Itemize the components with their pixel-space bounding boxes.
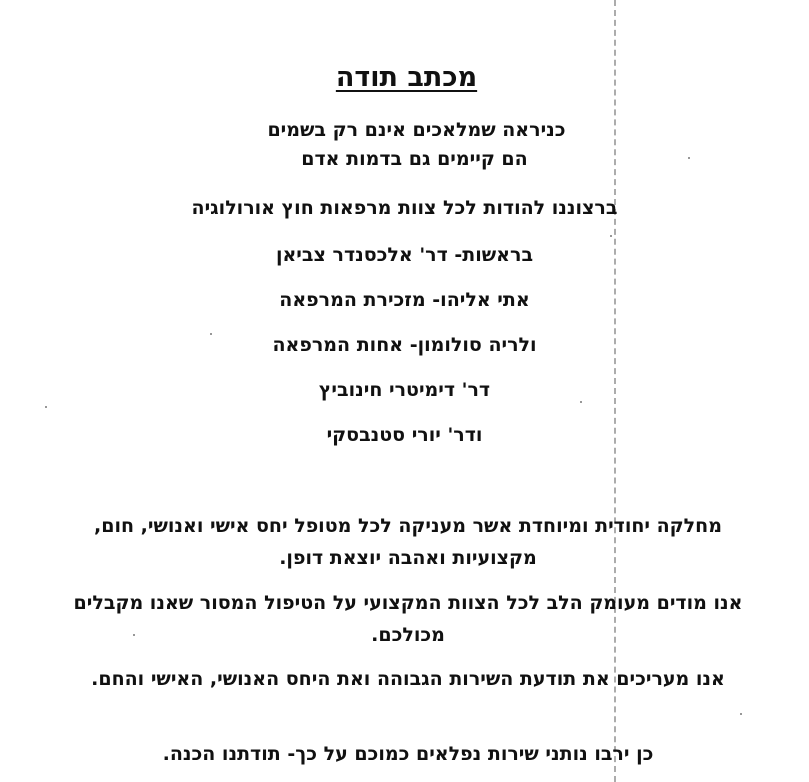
staff-member-5: ודר' יורי סטנבסקי — [326, 424, 483, 446]
scan-speck — [740, 713, 742, 715]
scan-speck — [610, 235, 612, 237]
letter-title: מכתב תודה — [335, 62, 478, 93]
staff-member-4: דר' דימיטרי חינוביץ — [318, 379, 491, 401]
opening-line-1: כניראה שמלאכים אינם רק בשמים — [267, 119, 566, 141]
paragraph-1: מחלקה יחודית ומיוחדת אשר מעניקה לכל מטופל יחס אישי ואנושי, חום, מקצועיות ואהבה יוצאת דופן. — [94, 515, 722, 569]
paragraph-4: כן ירבו נותני שירות נפלאים כמוכם על כך- תודתנו הכנה. — [162, 743, 654, 765]
thanks-intro: ברצוננו להודות לכל צוות מרפאות חוץ אורולוגיה — [191, 197, 618, 219]
staff-member-2: אתי אליהו- מזכירת המרפאה — [279, 289, 530, 311]
scan-speck — [45, 406, 47, 408]
staff-member-3: ולריה סולומון- אחות המרפאה — [272, 334, 537, 356]
opening-line-2: הם קיימים גם בדמות אדם — [301, 148, 528, 170]
paragraph-2: אנו מודים מעומק הלב לכל הצוות המקצועי על הטיפול המסור שאנו מקבלים מכולכם. — [73, 592, 743, 646]
paragraph-3: אנו מעריכים את תודעת השירות הגבוהה ואת היחס האנושי, האישי והחם. — [91, 668, 725, 690]
staff-member-1: בראשות- דר' אלכסנדר צביאן — [275, 244, 534, 266]
